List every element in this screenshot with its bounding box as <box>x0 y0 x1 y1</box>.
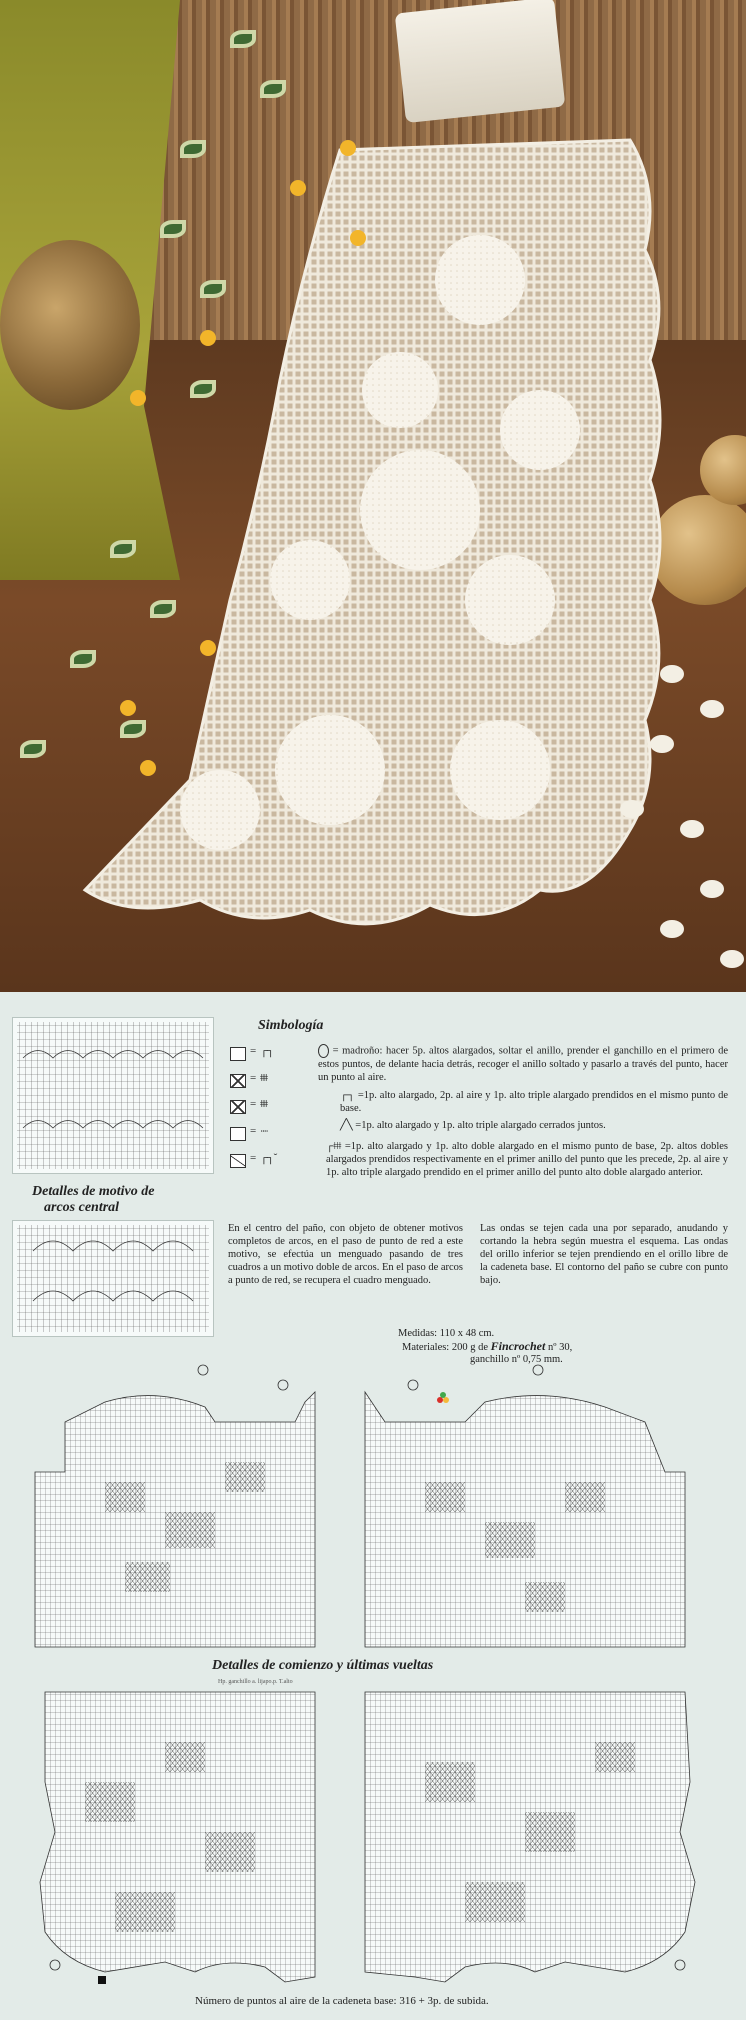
symbol-1-icon: ┌┐ <box>340 1090 355 1101</box>
main-chart-top-grid <box>25 1362 725 1652</box>
crossed-square-icon <box>230 1100 246 1114</box>
white-orchid-icon <box>700 880 724 898</box>
white-orchid-icon <box>680 820 704 838</box>
materials: Materiales: 200 g de Fincrochet nº 30, <box>402 1339 573 1353</box>
hook-size: ganchillo nº 0,75 mm. <box>470 1354 563 1365</box>
treble-symbol-icon: ┌┐ <box>260 1045 274 1057</box>
yellow-flower-icon <box>200 330 216 346</box>
crossed-square-icon <box>230 1074 246 1088</box>
cluster-symbol-icon: ǂǂǂǂ <box>260 1098 267 1110</box>
leaf-icon <box>70 650 96 668</box>
small-note: Hp. ganchillo a. lijapo.p. T.alto <box>218 1679 293 1685</box>
leaf-icon <box>180 140 206 158</box>
symbol-empty-square: = ┌┐ <box>230 1047 270 1061</box>
motif-chart-grid <box>13 1221 213 1336</box>
product-photo <box>0 0 746 992</box>
ceramic-box <box>395 0 566 123</box>
footer-note: Número de puntos al aire de la cadeneta base: 316 + 3p. de subida. <box>195 1995 489 2007</box>
v-stitch-icon: ┌┐ˇ <box>260 1152 277 1164</box>
main-chart-top <box>25 1362 725 1652</box>
white-orchid-icon <box>660 665 684 683</box>
chain-square-icon <box>230 1127 246 1141</box>
treble-group-icon: ǂǂǂǂ <box>260 1072 267 1084</box>
brand-name: Fincrochet <box>490 1339 546 1353</box>
edging-chart-grid <box>13 1018 213 1173</box>
white-orchid-icon <box>620 800 644 818</box>
leaf-icon <box>190 380 216 398</box>
crochet-runner <box>70 130 670 950</box>
symbol-definition-3: ┌ǂǂǂ =1p. alto alargado y 1p. alto doble alargado en el mismo punto de base, 2p. altos dobles alargados prendidos respectivamente en el primer anillo del punto que les precede, 2p. al aire y 1p. alto triple alargado prendido en el primer anillo del punto alto doble alargado anterior. <box>326 1141 728 1178</box>
yellow-flower-icon <box>130 390 146 406</box>
yellow-flower-icon <box>290 180 306 196</box>
chain-stitch-icon: ᐧᐧᐧᐧ <box>260 1126 268 1138</box>
waves-description: Las ondas se tejen cada una por separado, anudando y cortando la hebra según muestra el esquema. Las ondas del orillo inferior se tejen prendiendo en el orillo libre de la cadeneta base. El contorno del paño se cubre con punto bajo. <box>480 1223 728 1286</box>
leaf-icon <box>260 80 286 98</box>
motif-title-line2: arcos central <box>44 1200 120 1215</box>
leaf-icon <box>20 740 46 758</box>
madrono-text: = madroño: hacer 5p. altos alargados, soltar el anillo, prender el ganchillo en el primero de estos puntos, de delante hacia detrás, recoger el anillo soltado y pasarlo a través del punto, hacer un punto al aire. <box>318 1045 728 1083</box>
white-orchid-icon <box>700 700 724 718</box>
motif-title-line1: Detalles de motivo de <box>32 1184 155 1199</box>
yellow-flower-icon <box>140 760 156 776</box>
motif-title <box>32 1184 154 1216</box>
symbol-definition-2: ╱╲ =1p. alto alargado y 1p. alto triple alargado cerrados juntos. <box>340 1120 606 1131</box>
edging-chart <box>12 1017 214 1174</box>
motif-chart <box>12 1220 214 1337</box>
leaf-icon <box>200 280 226 298</box>
symbol-cross-square: = ǂǂǂǂ <box>230 1074 270 1088</box>
symbology-title: Simbología <box>258 1018 324 1033</box>
white-orchid-icon <box>650 735 674 753</box>
v-square-icon <box>230 1154 246 1168</box>
empty-square-icon <box>230 1047 246 1061</box>
leaf-icon <box>160 220 186 238</box>
symbol-definition-1: ┌┐ =1p. alto alargado, 2p. al aire y 1p. alto triple alargado prendidos en el mismo punto de base. <box>340 1090 729 1114</box>
white-orchid-icon <box>660 920 684 938</box>
measures: Medidas: 110 x 48 cm. <box>398 1328 495 1339</box>
symbol-v: = ┌┐ˇ <box>230 1154 270 1168</box>
yellow-flower-icon <box>200 640 216 656</box>
yellow-flower-icon <box>120 700 136 716</box>
leaf-icon <box>110 540 136 558</box>
madrono-definition <box>318 1044 728 1084</box>
symbol-3-icon: ┌ǂǂǂ <box>326 1141 342 1152</box>
motif-description: En el centro del paño, con objeto de obtener motivos completos de arcos, en el paso de punto de red a este motivo, se efectúa un menguado pasando de tres cuadros a un motivo doble de arcos. En el paso de arcos a punto de red, se recupera el cuadro menguado. <box>228 1223 464 1286</box>
leaf-icon <box>150 600 176 618</box>
leaf-icon <box>230 30 256 48</box>
pattern-page <box>0 992 746 2020</box>
leaf-icon <box>120 720 146 738</box>
yellow-flower-icon <box>340 140 356 156</box>
madrono-symbol-icon <box>318 1044 329 1058</box>
yellow-flower-icon <box>350 230 366 246</box>
white-orchid-icon <box>720 950 744 968</box>
details-title: Detalles de comienzo y últimas vueltas <box>212 1658 434 1673</box>
main-chart-bottom-grid <box>25 1682 725 1987</box>
symbol-chain: = ᐧᐧᐧᐧ <box>230 1127 270 1141</box>
main-chart-bottom <box>25 1682 725 1987</box>
symbol-cross-square-2: = ǂǂǂǂ <box>230 1100 270 1114</box>
symbol-2-icon: ╱╲ <box>340 1120 353 1131</box>
